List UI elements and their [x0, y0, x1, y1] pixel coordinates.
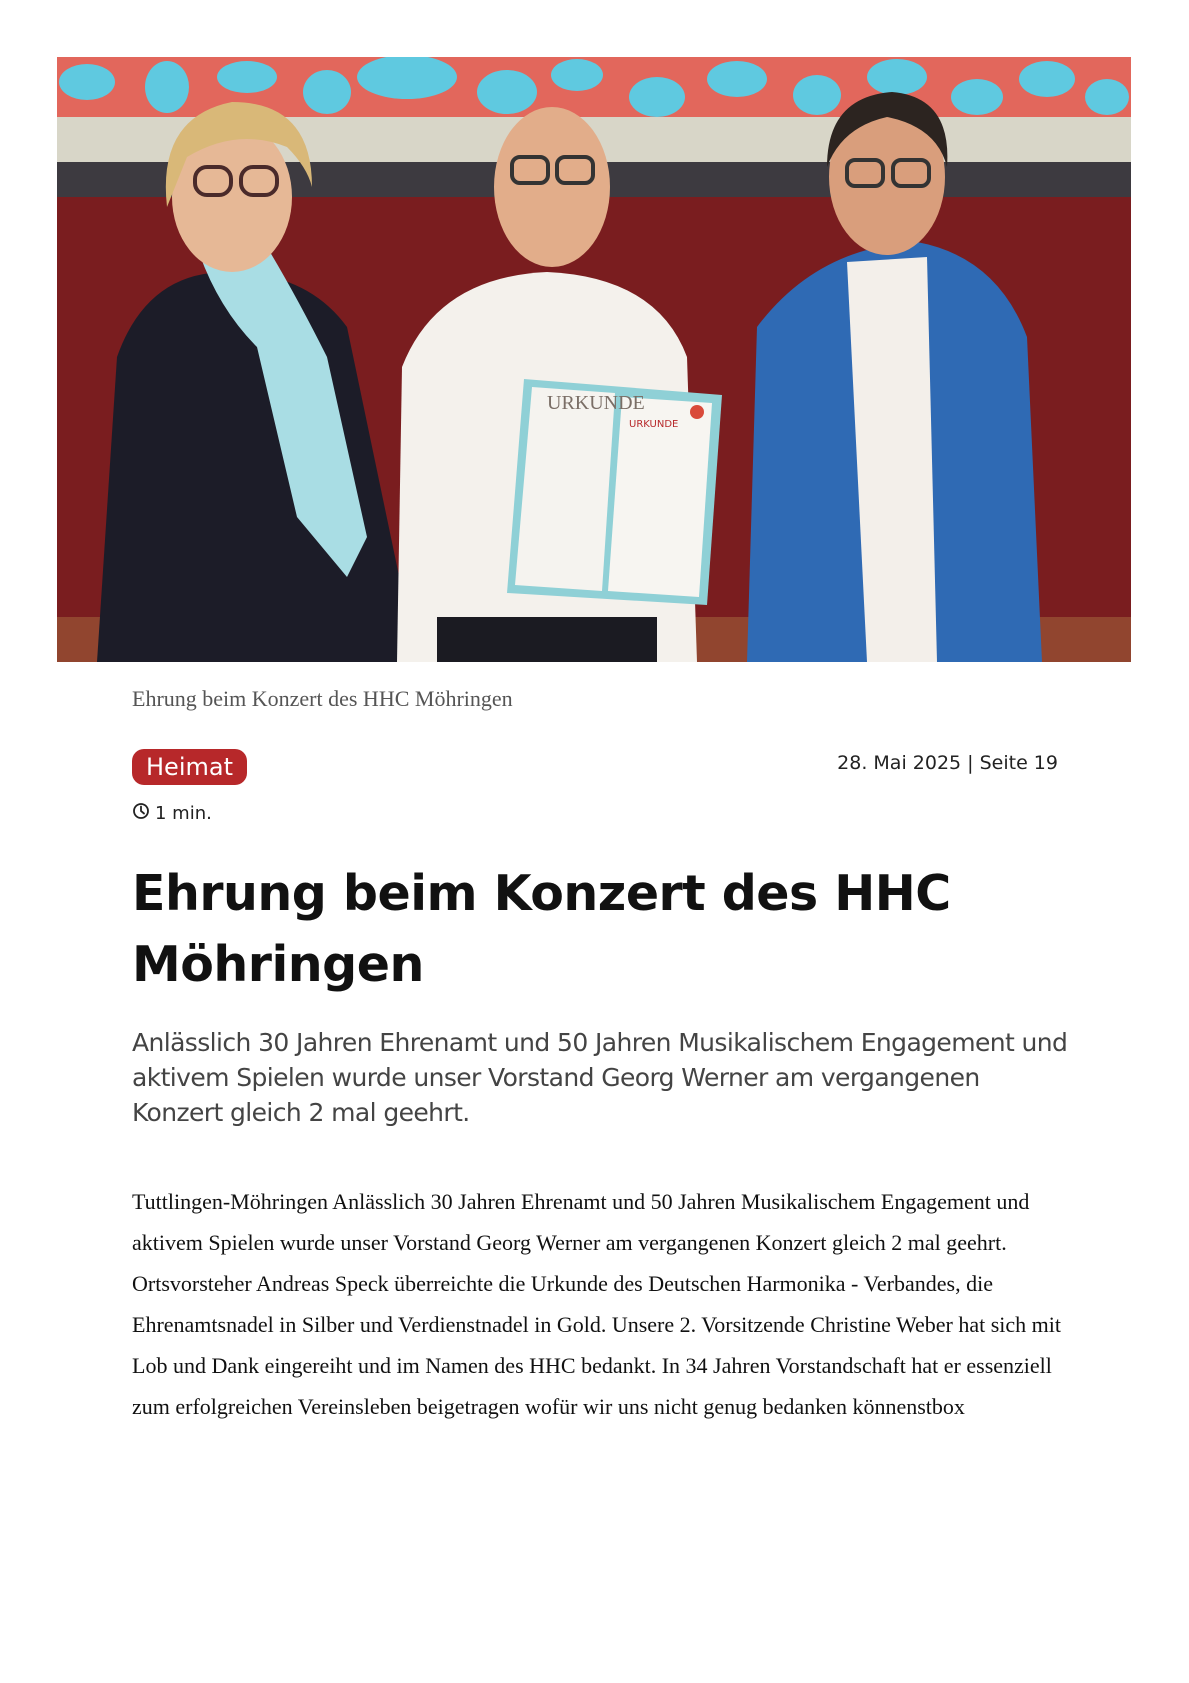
svg-text:URKUNDE: URKUNDE [629, 419, 679, 430]
clock-icon [132, 802, 150, 825]
article-headline: Ehrung beim Konzert des HHC Möhringen [132, 865, 951, 993]
read-time-label: 1 min. [155, 803, 212, 824]
dateline: 28. Mai 2025 | Seite 19 [837, 752, 1058, 774]
category-badge[interactable]: Heimat [132, 749, 247, 785]
read-time [132, 802, 212, 825]
image-caption: Ehrung beim Konzert des HHC Möhringen [132, 686, 513, 711]
article-lead: Anlässlich 30 Jahren Ehrenamt und 50 Jahren Musikalischem Engagement und aktivem Spielen wurde unser Vorstand Georg Werner am vergangenen Konzert gleich 2 mal geehrt. [132, 1028, 1068, 1127]
article-body: Tuttlingen-Möhringen Anlässlich 30 Jahren Ehrenamt und 50 Jahren Musikalischem Engagement und aktivem Spielen wurde unser Vorstand Georg Werner am vergangenen Konzert gleich 2 mal geehrt. Ortsvorsteher Andreas Speck überreichte die Urkunde des Deutschen Harmonika - Verbandes, die Ehrenamtsnadel in Silber und Verdienstnadel in Gold. Unsere 2. Vorsitzende Christine Weber hat sich mit Lob und Dank eingereiht und im Namen des HHC bedankt. In 34 Jahren Vorstandschaft hat er essenziell zum erfolgreichen Vereinsleben beigetragen wofür wir uns nicht genug bedanken könnenstbox [132, 1189, 1061, 1419]
svg-text:URKUNDE: URKUNDE [547, 392, 645, 414]
certificate [507, 379, 722, 605]
article-photo [57, 57, 1131, 662]
award-ceremony-photo [57, 57, 1131, 662]
